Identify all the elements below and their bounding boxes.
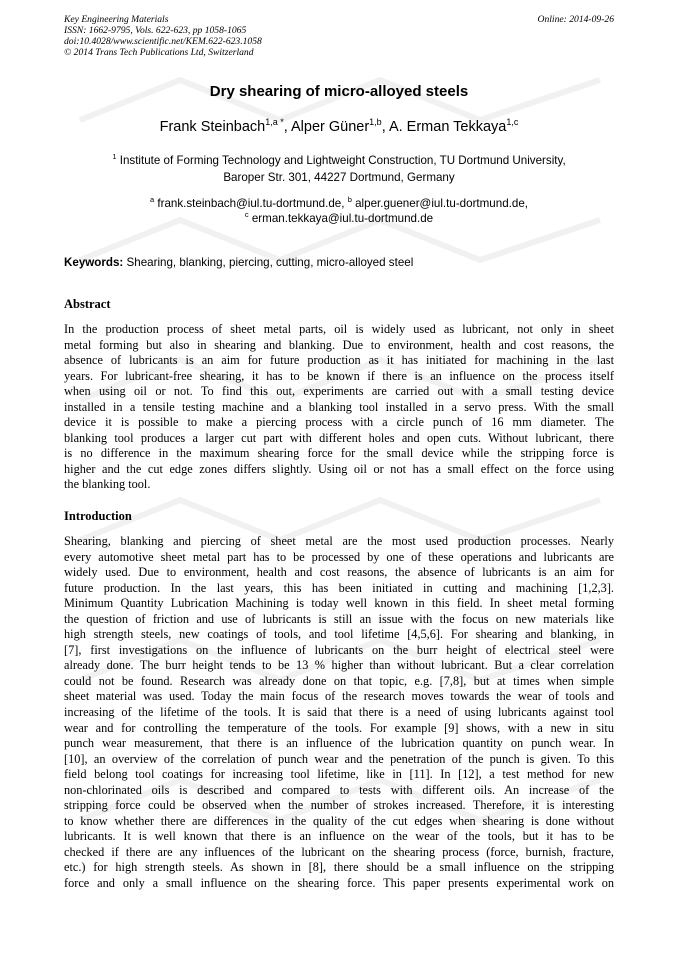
abstract-line: blanking tool produces a larger cut part with different holes and open cuts. Without lubricant, there [64,430,614,445]
intro-line: the question of friction and use of lubricants is still an issue with the focus on new materials like [64,611,614,626]
issn-line: ISSN: 1662-9795, Vols. 622-623, pp 1058-1065 [64,25,247,36]
intro-line: lubricants. It is well known that there is an influence on the wear of the tools, but it has to be [64,829,614,844]
abstract-line: absence of lubricants is an aim for future production as it has initiated for machining in the last [64,353,614,368]
intro-line: every automotive sheet metal part has to be processed by one of these operations and lubricants are [64,549,614,564]
keywords [64,256,413,269]
intro-line: force and only a small influence on the shearing force. This paper presents experimental work on [64,876,614,891]
author-name: A. Erman Tekkaya [388,119,507,135]
intro-line: stripping force could be observed when the number of strokes increased. Therefore, it is interesting [64,798,614,813]
introduction-heading: Introduction [64,509,132,523]
abstract-heading: Abstract [64,297,111,311]
paper-title: Dry shearing of micro-alloyed steels [209,83,469,100]
intro-line: could not be found. Research was already done on that topic, e.g. [7,8], but at times when simple [64,673,614,688]
email-link[interactable]: erman.tekkaya@iul.tu-dortmund.de [251,212,434,225]
email-sup: b [347,195,352,204]
email-sup: a [149,195,155,204]
keywords-label: Keywords: [64,256,124,269]
intro-line: to know whether there are differences in the quality of the cut edges when shearing is done without [64,813,614,828]
affiliation-line: Baroper Str. 301, 44227 Dortmund, Germany [223,171,455,184]
abstract-body [64,322,614,493]
affiliation-line: Institute of Forming Technology and Lightweight Construction, TU Dortmund University, [119,154,566,167]
intro-line: checked if there are any influences of the lubricant on the shearing process (force, burnish, fracture, [64,844,614,859]
abstract-line: is no difference in the maximum shearing force for the small device while the stripping force is [64,446,614,461]
email-sup: c [244,210,249,219]
intro-line: sheet material was used. Today the main focus of the research moves towards the wear of tools and [64,689,614,704]
abstract-line: the blanking tool. [64,477,151,492]
intro-line: field belong tool coatings for increasing tool lifetime, like in [11]. In [12], a test method for new [64,767,614,782]
intro-line: wear and for controlling the temperature of the tools. For example [9] shows, with a new in situ [64,720,614,735]
author-name: Alper Güner [290,119,370,135]
intro-line: high strength steels, new coatings of tools, and tool lifetime [4,5,6]. For shearing and blanking, in [64,627,614,642]
intro-line: etc.) for high strength steels. As shown in [8], there should be a small influence on the stripping [64,860,614,875]
abstract-line: installed in a tensile testing machine and a blanking tool installed in a servo press. With the small [64,399,614,414]
abstract-line: when using oil or not. To find this out, experiments are carried out with a small testing device [64,384,614,399]
abstract-line: years. For lubricant-free shearing, it has to be known if there is an influence on the process itself [64,368,614,383]
intro-line: future production. In the last years, this has been initiated in cutting and machining [1,2,3]. [64,580,614,595]
doi-line: doi:10.4028/www.scientific.net/KEM.622-623.1058 [64,36,262,47]
introduction-body [64,534,614,892]
author-sup: 1,a * [265,117,284,127]
intro-line: widely used. Due to environment, health and cost reasons, the absence of lubricants is an aim for [64,565,614,580]
abstract-line: metal forming but also in shearing and blanking. Due to environment, health and cost reasons, the [64,337,614,352]
intro-line: Shearing, blanking and piercing of sheet metal are the most used production processes. Nearly [64,534,614,548]
intro-line: increasing of the lifetime of the tools. It is said that there is a need of using lubricants against tool [64,705,614,720]
intro-line: Minimum Quantity Lubrication Machining is today well known in this field. In sheet metal forming [64,596,614,611]
online-date: Online: 2014-09-26 [537,14,614,25]
keywords-text: Shearing, blanking, piercing, cutting, micro-alloyed steel [126,256,414,269]
abstract-line: device it is possible to make a piercing process with a circle punch of 16 mm diameter. The [64,415,614,430]
email-link[interactable]: frank.steinbach@iul.tu-dortmund.de, [157,197,345,210]
intro-line: [10], an overview of the correlation of punch wear and the penetration of the punch is given. To this [64,751,614,766]
journal-header [64,14,262,58]
author-sup: 1,b [369,117,382,127]
affiliation [0,152,678,186]
intro-line: non-chlorinated oils is described and compared to tests with different oils. An increase of the [64,782,614,797]
copyright-line: © 2014 Trans Tech Publications Ltd, Switzerland [64,47,254,58]
journal-name: Key Engineering Materials [64,14,169,25]
author-name: Frank Steinbach [159,119,266,135]
intro-line: already done. The burr height tends to be 13 % higher than without lubricant. But a clear correlation [64,658,614,673]
abstract-line: higher and the cut edge zones differs slightly. Using oil or not has a small effect on the force using [64,461,614,476]
abstract-line: In the production process of sheet metal parts, oil is widely used as lubricant, not only in sheet [64,322,614,336]
author-emails [0,196,678,226]
author-sup: 1,c [506,117,519,127]
intro-line: punch wear measurement, that there is an influence of the lubrication quantity on punch wear. In [64,736,614,751]
affiliation-sup: 1 [112,152,117,161]
email-link[interactable]: alper.guener@iul.tu-dortmund.de, [355,197,528,210]
intro-line: [7], first investigations on the influence of lubricants on the burr height of electrical steel were [64,642,614,657]
author-list: Frank Steinbach$^{1,a *}$, Alper Güner$^{1,b}$, A. Erman Tekkaya$^{1,c}$ [159,117,519,135]
